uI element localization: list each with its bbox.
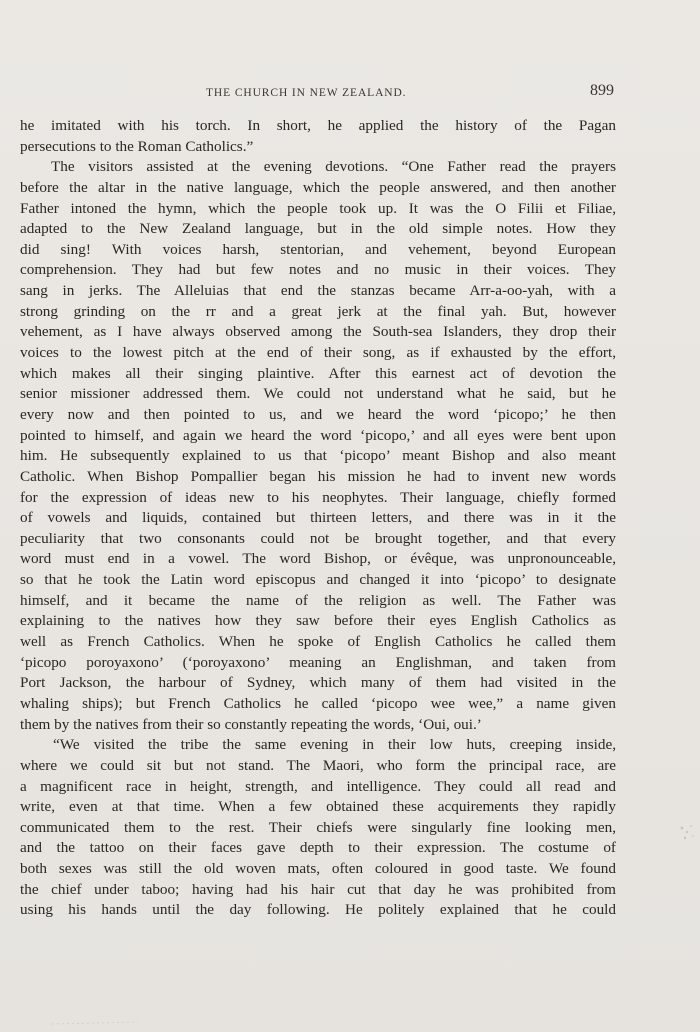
text-line: where we could sit but not stand. The Maori, who form the principal race, are — [20, 756, 616, 774]
text-line: pointed to himself, and again we heard the word ‘picopo,’ and all eyes were bent upon — [20, 426, 616, 444]
text-line: comprehension. They had but few notes and no music in their voices. They — [20, 261, 616, 279]
text-line: both sexes was still the old woven mats, often coloured in good taste. We found — [20, 860, 616, 878]
text-line: explaining to the natives how they saw before their eyes English Catholics as — [20, 612, 616, 630]
text-line: Father intoned the hymn, which the people took up. It was the O Filii et Filiae, — [20, 199, 616, 217]
text-line: “We visited the tribe the same evening in their low huts, creeping inside, — [53, 736, 616, 754]
text-line: every now and then pointed to us, and we heard the word ‘picopo;’ he then — [20, 405, 616, 423]
text-line: Catholic. When Bishop Pompallier began his mission he had to invent new words — [20, 467, 616, 485]
text-line: and the tattoo on their faces gave depth to their expression. The costume of — [20, 839, 616, 857]
text-line: Port Jackson, the harbour of Sydney, which many of them had visited in the — [20, 674, 616, 692]
text-line: vehement, as I have always observed among the South-sea Islanders, they drop their — [20, 323, 616, 341]
text-line: using his hands until the day following. He politely explained that he could — [20, 901, 616, 919]
page-number: 899 — [590, 82, 614, 99]
text-line: so that he took the Latin word episcopus and changed it into ‘picopo’ to designate — [20, 571, 616, 589]
text-line: The visitors assisted at the evening devotions. “One Father read the prayers — [51, 158, 616, 176]
text-line: the chief under taboo; having had his hair cut that day he was prohibited from — [20, 880, 616, 898]
running-head — [0, 82, 700, 107]
text-line: a magnificent race in height, strength, and intelligence. They could all read and — [20, 777, 616, 795]
text-line: did sing! With voices harsh, stentorian, and vehement, beyond European — [20, 240, 616, 258]
paper-mark-icon — [50, 1018, 140, 1028]
running-title: THE CHURCH IN NEW ZEALAND. — [206, 87, 407, 99]
ink-smudge-icon — [676, 820, 698, 846]
text-line: he imitated with his torch. In short, he applied the history of the Pagan — [20, 117, 616, 134]
text-line: before the altar in the native language, which the people answered, and then another — [20, 178, 616, 196]
text-line: communicated them to the rest. Their chiefs were singularly fine looking men, — [20, 818, 616, 836]
text-line: write, even at that time. When a few obtained these acquirements they rapidly — [20, 798, 616, 816]
text-line: word must end in a vowel. The word Bishop, or évêque, was unpronounceable, — [20, 550, 616, 568]
text-line: whaling ships); but French Catholics he called ‘picopo wee wee,” a name given — [20, 694, 616, 712]
text-line: voices to the lowest pitch at the end of their song, as if exhausted by the effort, — [20, 344, 616, 362]
text-line: persecutions to the Roman Catholics.” — [20, 137, 254, 155]
text-line: strong grinding on the rr and a great jerk at the final yah. But, however — [20, 302, 616, 320]
text-line: him. He subsequently explained to us that ‘picopo’ meant Bishop and also meant — [20, 447, 616, 465]
text-line: sang in jerks. The Alleluias that end the stanzas became Arr-a-oo-yah, with a — [20, 282, 616, 300]
text-line: himself, and it became the name of the religion as well. The Father was — [20, 591, 616, 609]
text-line: well as French Catholics. When he spoke of English Catholics he called them — [20, 633, 616, 651]
text-line: ‘picopo poroyaxono’ (‘poroyaxono’ meaning an Englishman, and taken from — [20, 653, 616, 671]
text-line: adapted to the New Zealand language, but in the old simple notes. How they — [20, 220, 616, 238]
text-line: which makes all their singing plaintive. After this earnest act of devotion the — [20, 364, 616, 382]
text-line: of vowels and liquids, contained but thirteen letters, and there was in it the — [20, 509, 616, 527]
body-text — [20, 116, 616, 921]
text-line: senior missioner addressed them. We could not understand what he said, but he — [20, 385, 616, 403]
text-line: them by the natives from their so constantly repeating the words, ‘Oui, oui.’ — [20, 715, 482, 733]
text-line: for the expression of ideas new to his neophytes. Their language, chiefly formed — [20, 488, 616, 506]
text-line: peculiarity that two consonants could not be brought together, and that every — [20, 529, 616, 547]
